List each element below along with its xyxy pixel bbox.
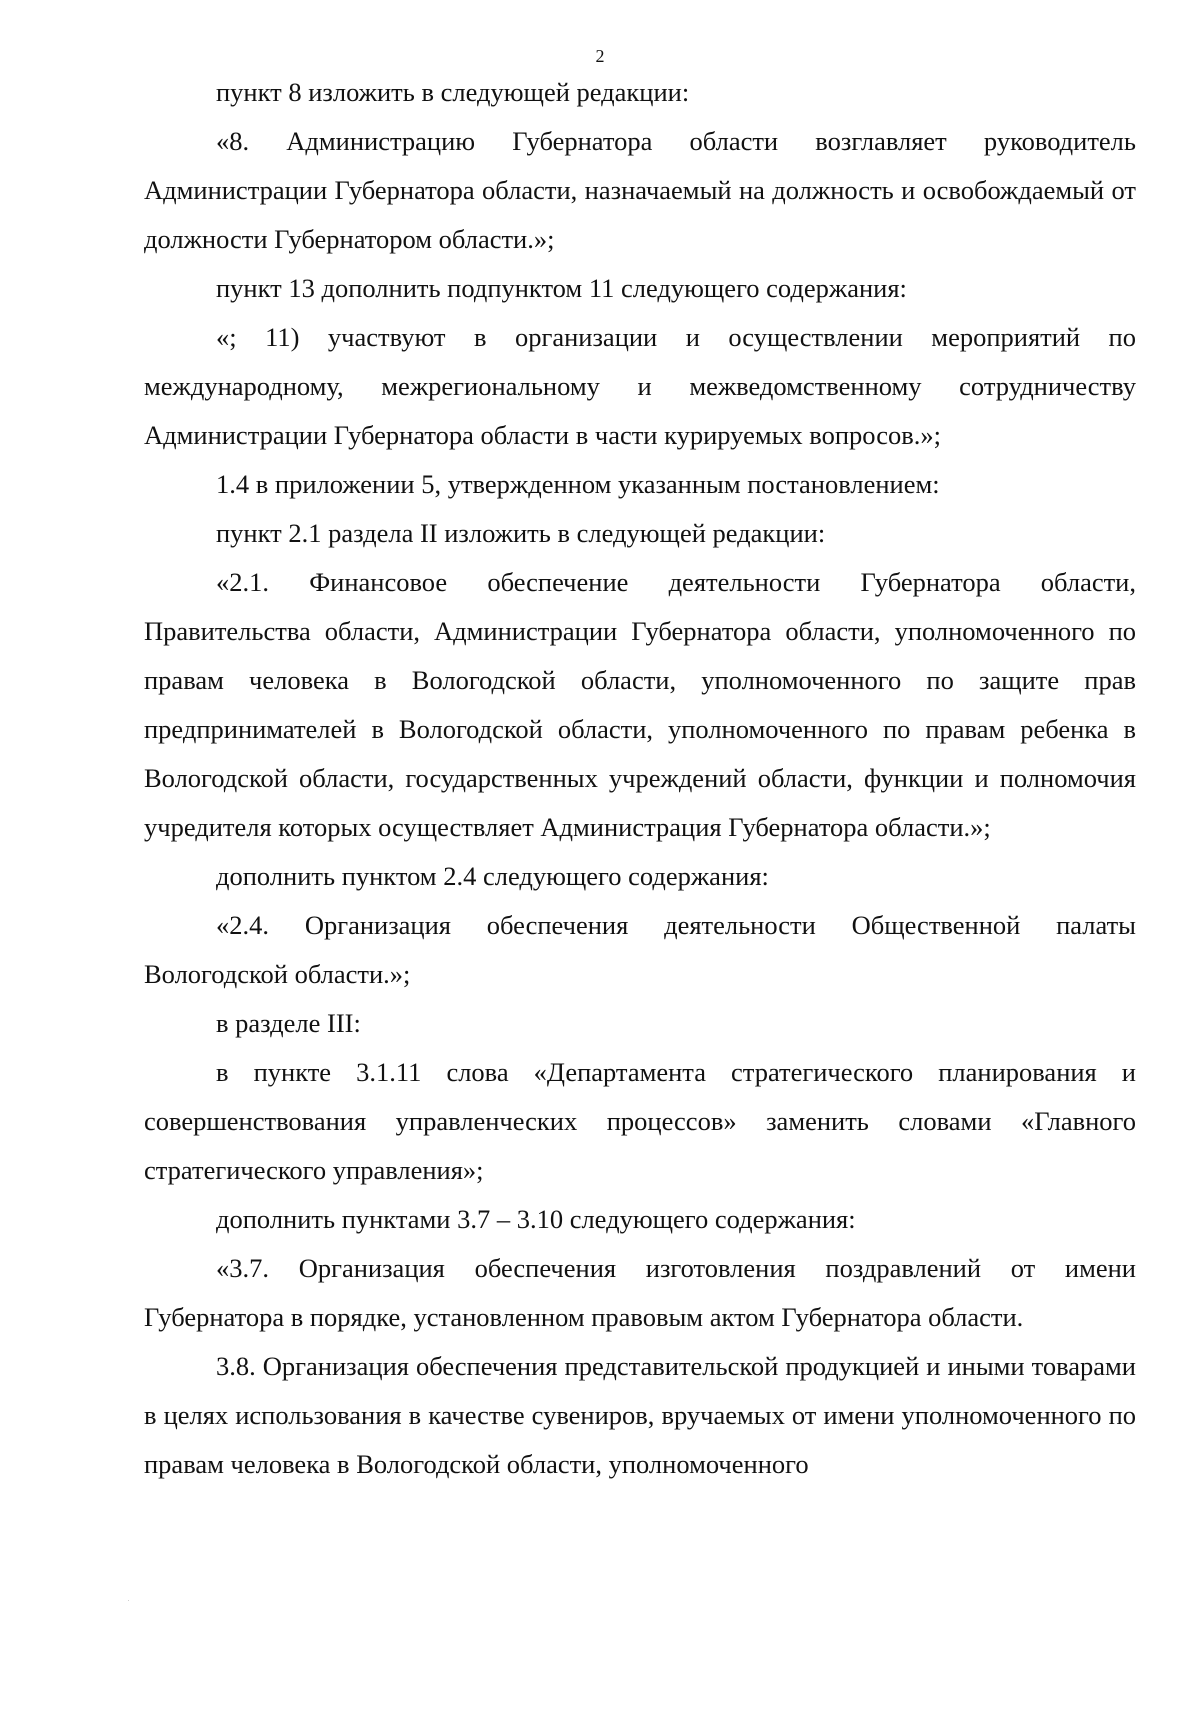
paragraph-5: 1.4 в приложении 5, утвержденном указанным постановлением: (216, 469, 940, 499)
paragraph-6: пункт 2.1 раздела II изложить в следующей редакции: (216, 518, 826, 548)
paragraph-7: «2.1. Финансовое обеспечение деятельности Губернатора области, Правительства области, Администрации Губернатора области, уполномоченного по правам человека в Вологодской области, уполномоченного по защите прав предпринимателей в Вологодской области, уполномоченного по правам ребенка в Вологодской области, государственных учреждений области, функции и полномочия учредителя которых осуществляет Администрация Губернатора области.»; (144, 567, 1136, 842)
paragraph-2: «8. Администрацию Губернатора области возглавляет руководитель Администрации Губернатора области, назначаемый на должность и освобождаемый от должности Губернатором области.»; (144, 126, 1136, 254)
paragraph-10: в разделе III: (216, 1008, 361, 1038)
page-number: 2 (595, 46, 605, 66)
paragraph-9: «2.4. Организация обеспечения деятельности Общественной палаты Вологодской области.»; (144, 910, 1136, 989)
document-body (144, 68, 1136, 1489)
paragraph-12: дополнить пунктами 3.7 – 3.10 следующего содержания: (216, 1204, 856, 1234)
paragraph-3: пункт 13 дополнить подпунктом 11 следующего содержания: (216, 273, 907, 303)
scan-speck (128, 1600, 129, 1601)
paragraph-8: дополнить пунктом 2.4 следующего содержания: (216, 861, 769, 891)
paragraph-13: «3.7. Организация обеспечения изготовления поздравлений от имени Губернатора в порядке, установленном правовым актом Губернатора области. (144, 1253, 1136, 1332)
paragraph-1: пункт 8 изложить в следующей редакции: (216, 77, 690, 107)
paragraph-4: «; 11) участвуют в организации и осуществлении мероприятий по международному, межрегиональному и межведомственному сотрудничеству Администрации Губернатора области в части курируемых вопросов.»; (144, 322, 1136, 450)
paragraph-14: 3.8. Организация обеспечения представительской продукцией и иными товарами в целях использования в качестве сувениров, вручаемых от имени уполномоченного по правам человека в Вологодской области, уполномоченного (144, 1351, 1136, 1479)
paragraph-11: в пункте 3.1.11 слова «Департамента стратегического планирования и совершенствования управленческих процессов» заменить словами «Главного стратегического управления»; (144, 1057, 1136, 1185)
